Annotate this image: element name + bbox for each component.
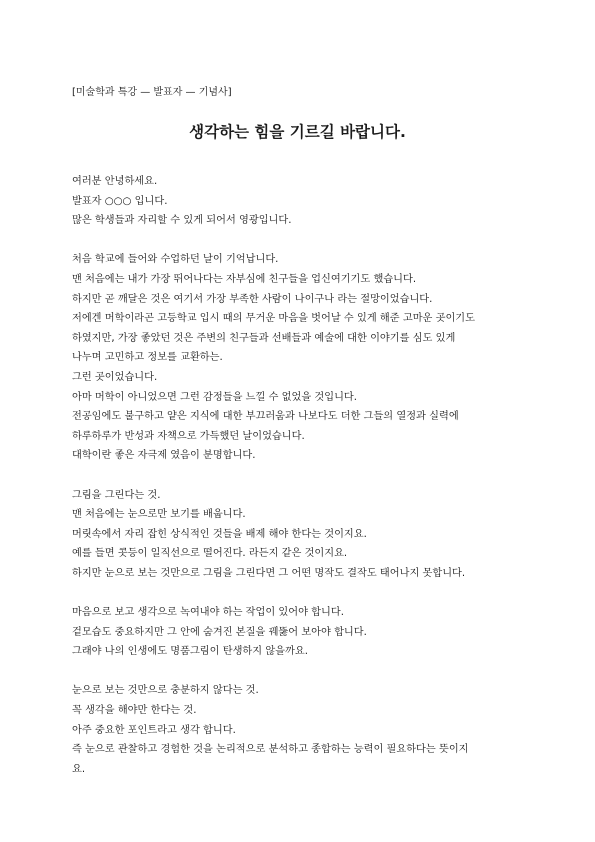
- paragraph-gap: [72, 231, 532, 251]
- text-line: 꼭 생각을 해야만 한다는 것.: [72, 705, 197, 717]
- text-line: 아마 머학이 아니었으면 그런 감정들을 느낄 수 없었을 것입니다.: [72, 391, 358, 403]
- text-line: 맨 처음에는 내가 가장 뛰어나다는 자부심에 친구들을 업신여기기도 했습니다.: [72, 273, 417, 285]
- text-line: 하지만 눈으로 보는 것만으로 그림을 그린다면 그 어떤 명작도 결작도 태어나지 못합니다.: [72, 567, 466, 579]
- paragraph: [72, 603, 532, 662]
- text-line: 처음 학교에 들어와 수업하던 날이 기억납니다.: [72, 254, 279, 266]
- text-line: 즉 눈으로 관찰하고 경험한 것을 논리적으로 분석하고 종합하는 능력이 필요하다는 뜻이지: [72, 744, 469, 756]
- paragraph-gap: [72, 662, 532, 682]
- text-line: 요.: [72, 763, 86, 775]
- text-line: 대학이란 좋은 자극제 였음이 분명합니다.: [72, 450, 256, 462]
- text-line: 나누며 고민하고 정보를 교환하는.: [72, 352, 223, 364]
- paragraph: [72, 681, 532, 779]
- text-line: 저에겐 머학이라곤 고등학교 입시 때의 무거운 마음을 벗어날 수 있게 해준 고마운 곳이기도: [72, 313, 475, 325]
- paragraph-gap: [72, 466, 532, 486]
- text-line: 발표자 ○○○ 입니다.: [72, 195, 168, 207]
- paragraph-gap: [72, 583, 532, 603]
- text-line: 하지만 곧 깨달은 것은 여기서 가장 부족한 사람이 나이구나 라는 절망이었습니다.: [72, 293, 433, 305]
- text-line: 예를 들면 콧등이 일직선으로 떨어진다. 라든지 같은 것이지요.: [72, 548, 348, 560]
- text-line: 그림을 그린다는 것.: [72, 489, 161, 501]
- text-line: 맨 처음에는 눈으로만 보기를 배웁니다.: [72, 509, 246, 521]
- text-line: 아주 중요한 포인트라고 생각 합니다.: [72, 724, 236, 736]
- text-line: 많은 학생들과 자리할 수 있게 되어서 영광입니다.: [72, 215, 292, 227]
- text-line: 머릿속에서 자리 잡힌 상식적인 것들을 배제 해야 한다는 것이지요.: [72, 528, 367, 540]
- document-body: [72, 172, 532, 779]
- paragraph: [72, 250, 532, 466]
- text-line: 겉모습도 중요하지만 그 안에 숨겨진 본질을 꿰뚫어 보아야 합니다.: [72, 626, 367, 638]
- paragraph: [72, 172, 532, 231]
- header-tag: [미술학과 특강 — 발표자 — 기념사]: [72, 87, 232, 98]
- paragraph: [72, 486, 532, 584]
- text-line: 여러분 안녕하세요.: [72, 176, 158, 187]
- text-line: 그래야 나의 인생에도 명품그림이 탄생하지 않을까요.: [72, 646, 308, 658]
- text-line: 마음으로 보고 생각으로 녹여내야 하는 작업이 있어야 합니다.: [72, 607, 344, 619]
- text-line: 그런 곳이었습니다.: [72, 371, 158, 383]
- text-line: 전공임에도 불구하고 얕은 지식에 대한 부끄러움과 나보다도 더한 그들의 열정과 실력에: [72, 411, 459, 423]
- document-title: 생각하는 힘을 기르길 바랍니다.: [189, 123, 406, 141]
- text-line: 눈으로 보는 것만으로 충분하지 않다는 것.: [72, 685, 259, 697]
- text-line: 하였지만, 가장 좋았던 것은 주변의 친구들과 선배들과 예술에 대한 이야기를 심도 있게: [72, 332, 456, 344]
- text-line: 하루하루가 반성과 자책으로 가득했던 날이었습니다.: [72, 430, 305, 442]
